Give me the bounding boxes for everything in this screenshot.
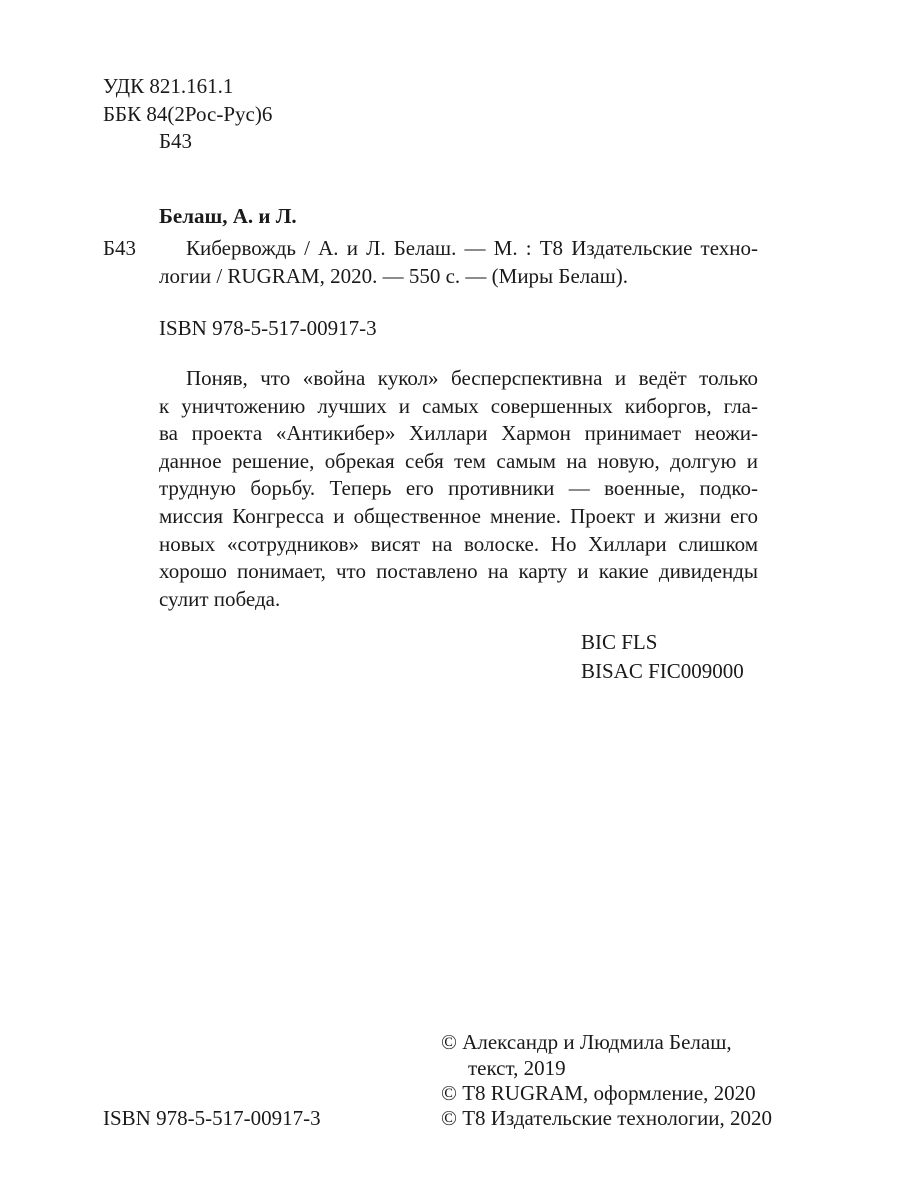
bic-code: BIC FLS	[581, 630, 658, 654]
isbn-record: ISBN 978-5-517-00917-3	[159, 316, 377, 340]
copyright-design: © Т8 RUGRAM, оформление, 2020	[441, 1081, 756, 1105]
annotation-line: хорошо понимает, что поставлено на карту и какие дивиденды	[159, 559, 758, 584]
author-mark: Б43	[159, 129, 193, 153]
annotation-line: новых «сотрудников» висят на волоске. Но Хиллари слишком	[159, 531, 758, 556]
author-mark-margin: Б43	[103, 236, 137, 260]
annotation-line: миссия Конгресса и общественное мнение. Проект и жизни его	[159, 503, 758, 528]
author-heading: Белаш, А. и Л.	[159, 204, 297, 228]
bibliographic-description-line-2: логии / RUGRAM, 2020. — 550 с. — (Миры Белаш).	[159, 264, 629, 288]
annotation-line: Поняв, что «война кукол» бесперспективна и ведёт только	[186, 366, 758, 390]
footer-isbn: ISBN 978-5-517-00917-3	[103, 1106, 321, 1130]
copyright-publisher: © Т8 Издательские технологии, 2020	[441, 1106, 772, 1130]
bisac-code: BISAC FIC009000	[581, 659, 744, 683]
annotation-line: ва проекта «Антикибер» Хиллари Хармон принимает неожи-	[159, 421, 758, 446]
annotation	[159, 365, 758, 613]
annotation-line: сулит победа.	[159, 586, 281, 611]
bibliographic-description-line-1: Кибервождь / А. и Л. Белаш. — М. : Т8 Издательские техно-	[186, 236, 758, 260]
copyright-text: © Александр и Людмила Белаш,	[441, 1030, 732, 1054]
copyright-text-continued: текст, 2019	[468, 1056, 566, 1080]
bbk-code: ББК 84(2Рос-Рус)6	[103, 102, 273, 126]
annotation-line: данное решение, обрекая себя тем самым на новую, долгую и	[159, 448, 758, 473]
annotation-line: к уничтожению лучших и самых совершенных киборгов, гла-	[159, 393, 758, 418]
udk-code: УДК 821.161.1	[103, 74, 234, 98]
annotation-line: трудную борьбу. Теперь его противники — военные, подко-	[159, 476, 758, 501]
